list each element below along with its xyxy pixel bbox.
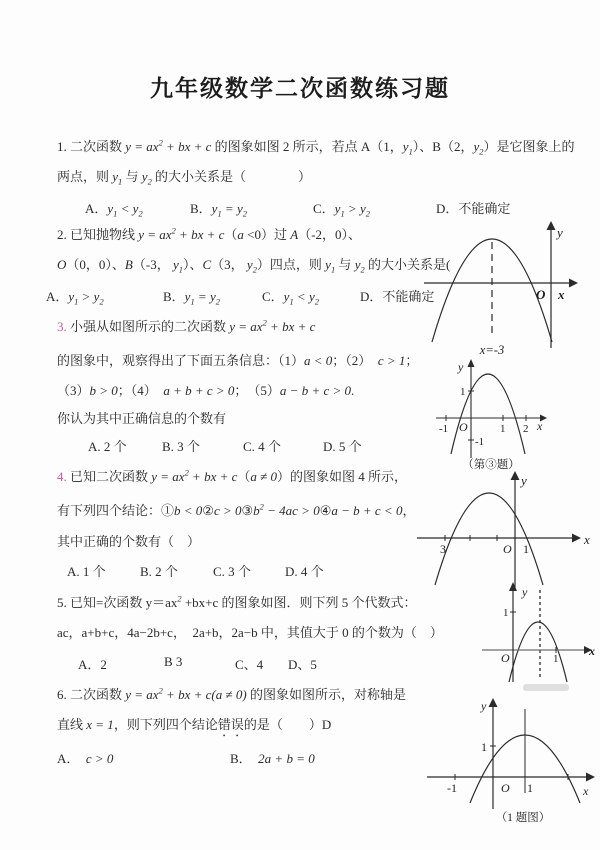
- x-axis-label: x: [558, 287, 565, 302]
- q3-option-a: A. 2 个: [88, 439, 127, 454]
- y-axis-arrow: [509, 582, 517, 591]
- y-axis-label: y: [522, 585, 528, 599]
- q2-line-1: 2. 已知抛物线 $y = ax^2$ + bx + c（a <0）过 A（-2，0）、: [57, 225, 362, 242]
- q1-option-c: C．$y_1 > y_2$: [313, 201, 370, 219]
- q1-option-d: D．不能确定: [436, 201, 511, 216]
- q6-option-b: B． 2a + b = 0: [230, 751, 315, 766]
- q5-option-a: A．2: [78, 657, 107, 672]
- y-axis-label: y: [521, 473, 527, 488]
- q1-option-b: B．$y_1 = y_2$: [190, 201, 247, 219]
- q3-line-3: （3）b > 0；（4） a + b + c > 0； （5）a − b + c > 0.: [57, 383, 355, 398]
- y-tick-1: 1: [481, 740, 487, 754]
- x-axis-arrow: [586, 773, 595, 782]
- q4-option-a: A. 1 个: [67, 564, 106, 579]
- origin-label: O: [459, 420, 468, 434]
- origin-label: O: [536, 287, 546, 302]
- x-tick-neg1: -1: [447, 781, 457, 795]
- q2-parabola-graph: [420, 220, 585, 358]
- page-title: 九年级数学二次函数练习题: [150, 76, 450, 101]
- x-tick-left: 3: [440, 542, 446, 556]
- q4-line-1: 4. 已知二次函数 $y = ax^2$ + bx + c（a ≠ 0）的图象如图 4 所示，: [57, 467, 408, 484]
- q2-option-a: A．$y_1 > y_2$: [46, 289, 104, 307]
- x-tick-neg1: -1: [439, 423, 449, 435]
- q5-line-2: ac，a+b+c，4a−2b+c， 2a+b，2a−b 中，其值大于 0 的个数为（ ）: [57, 625, 443, 640]
- q6-line-2: 直线 x = 1，则下列四个结论错误的是（ ）D: [57, 717, 332, 732]
- q3-option-d: D. 5 个: [323, 439, 362, 454]
- x-tick-1: 1: [523, 542, 529, 556]
- q4-option-d: D. 4 个: [285, 564, 324, 579]
- q5-option-b: B 3: [164, 654, 183, 669]
- q3-line-2: 的图象中，观察得出了下面五条信息：（1）a < 0；（2） c > 1；: [57, 353, 419, 368]
- q4-parabola-graph: [413, 467, 600, 595]
- y-axis-label: y: [557, 225, 563, 240]
- q2-option-b: B．$y_1 = y_2$: [163, 289, 220, 307]
- origin-label: O: [501, 781, 510, 795]
- y-axis-arrow: [468, 359, 475, 367]
- q5-option-c: C、4: [235, 657, 264, 672]
- q3-line-1: 3. 小强从如图所示的二次函数 $y = ax^2$ + bx + c: [57, 317, 316, 334]
- q3-parabola-graph: [433, 358, 551, 472]
- q3-option-c: C. 4 个: [243, 439, 281, 454]
- q2-line-2: O（0，0）、B（-3， $y_1$）、C（3， $y_2$）四点，则 $y_1$ 与 $y_2$ 的大小关系是(: [57, 257, 451, 275]
- graph-caption: （1 题图）: [495, 812, 551, 824]
- origin-label: O: [503, 542, 512, 556]
- q3-option-b: B. 3 个: [162, 439, 200, 454]
- q2-option-c: C．$y_1 < y_2$: [262, 289, 319, 307]
- x-axis-label: x: [537, 419, 543, 433]
- x-tick-1: 1: [527, 781, 533, 795]
- q6-option-a: A． c > 0: [57, 751, 114, 766]
- q1-option-a: A．$y_1 < y_2$: [85, 201, 143, 219]
- y-axis-arrow: [547, 221, 556, 230]
- q5-parabola-graph: [477, 580, 600, 700]
- q1-line-1: 1. 二次函数 $y = ax^2$ + bx + c 的图象如图 2 所示，若点 A（1，$y_1$）、B（2，$y_2$）是它图象上的: [57, 137, 575, 157]
- q6-parabola-graph: [423, 693, 600, 828]
- x-tick-2: 2: [523, 423, 529, 435]
- parabola-curve: [509, 622, 567, 682]
- q6-line-1: 6. 二次函数 $y = ax^2$ + bx + c(a ≠ 0) 的图象如图所示，对称轴是: [57, 685, 406, 702]
- y-tick-1: 1: [460, 386, 466, 398]
- y-axis-label: y: [481, 699, 487, 713]
- y-axis-arrow: [511, 471, 520, 480]
- parabola-curve: [435, 493, 543, 585]
- y-axis-arrow: [489, 698, 498, 707]
- q3-line-4: 你认为其中正确信息的个数有: [57, 411, 227, 426]
- symmetry-equation-label: x=-3: [479, 343, 505, 357]
- q4-line-3: 其中正确的个数有（ ）: [57, 534, 201, 549]
- q5-line-1: 5. 已知=次函数 $y=ax^2 +bx+c$ 的图象如图．则下列 5 个代数式：: [57, 593, 417, 610]
- q4-option-c: C. 3 个: [213, 564, 251, 579]
- x-axis-label: x: [589, 644, 595, 658]
- x-axis-arrow: [569, 279, 578, 288]
- graph-caption: （第③题）: [462, 459, 520, 471]
- x-axis-label: x: [583, 784, 589, 798]
- x-tick-1: 1: [553, 653, 559, 665]
- origin-label: O: [501, 651, 510, 665]
- q4-option-b: B. 2 个: [140, 564, 178, 579]
- q5-option-d: D、5: [288, 657, 317, 672]
- x-axis-arrow: [572, 534, 581, 543]
- y-tick-1: 1: [503, 607, 509, 619]
- x-tick-1: 1: [500, 423, 506, 435]
- q2-option-d: D．不能确定: [360, 289, 435, 304]
- q1-line-2: 两点，则 $y_1$ 与 $y_2$ 的大小关系是（ ）: [57, 169, 312, 187]
- x-axis-label: x: [584, 532, 590, 547]
- y-tick-neg1: -1: [475, 436, 485, 448]
- y-axis-label: y: [458, 360, 464, 374]
- q4-line-2: 有下列四个结论：①b < 0②c > $0③b^2 - 4ac$ > 0④a − b + c < 0，: [57, 501, 416, 518]
- blurred-caption-smudge: [523, 684, 569, 691]
